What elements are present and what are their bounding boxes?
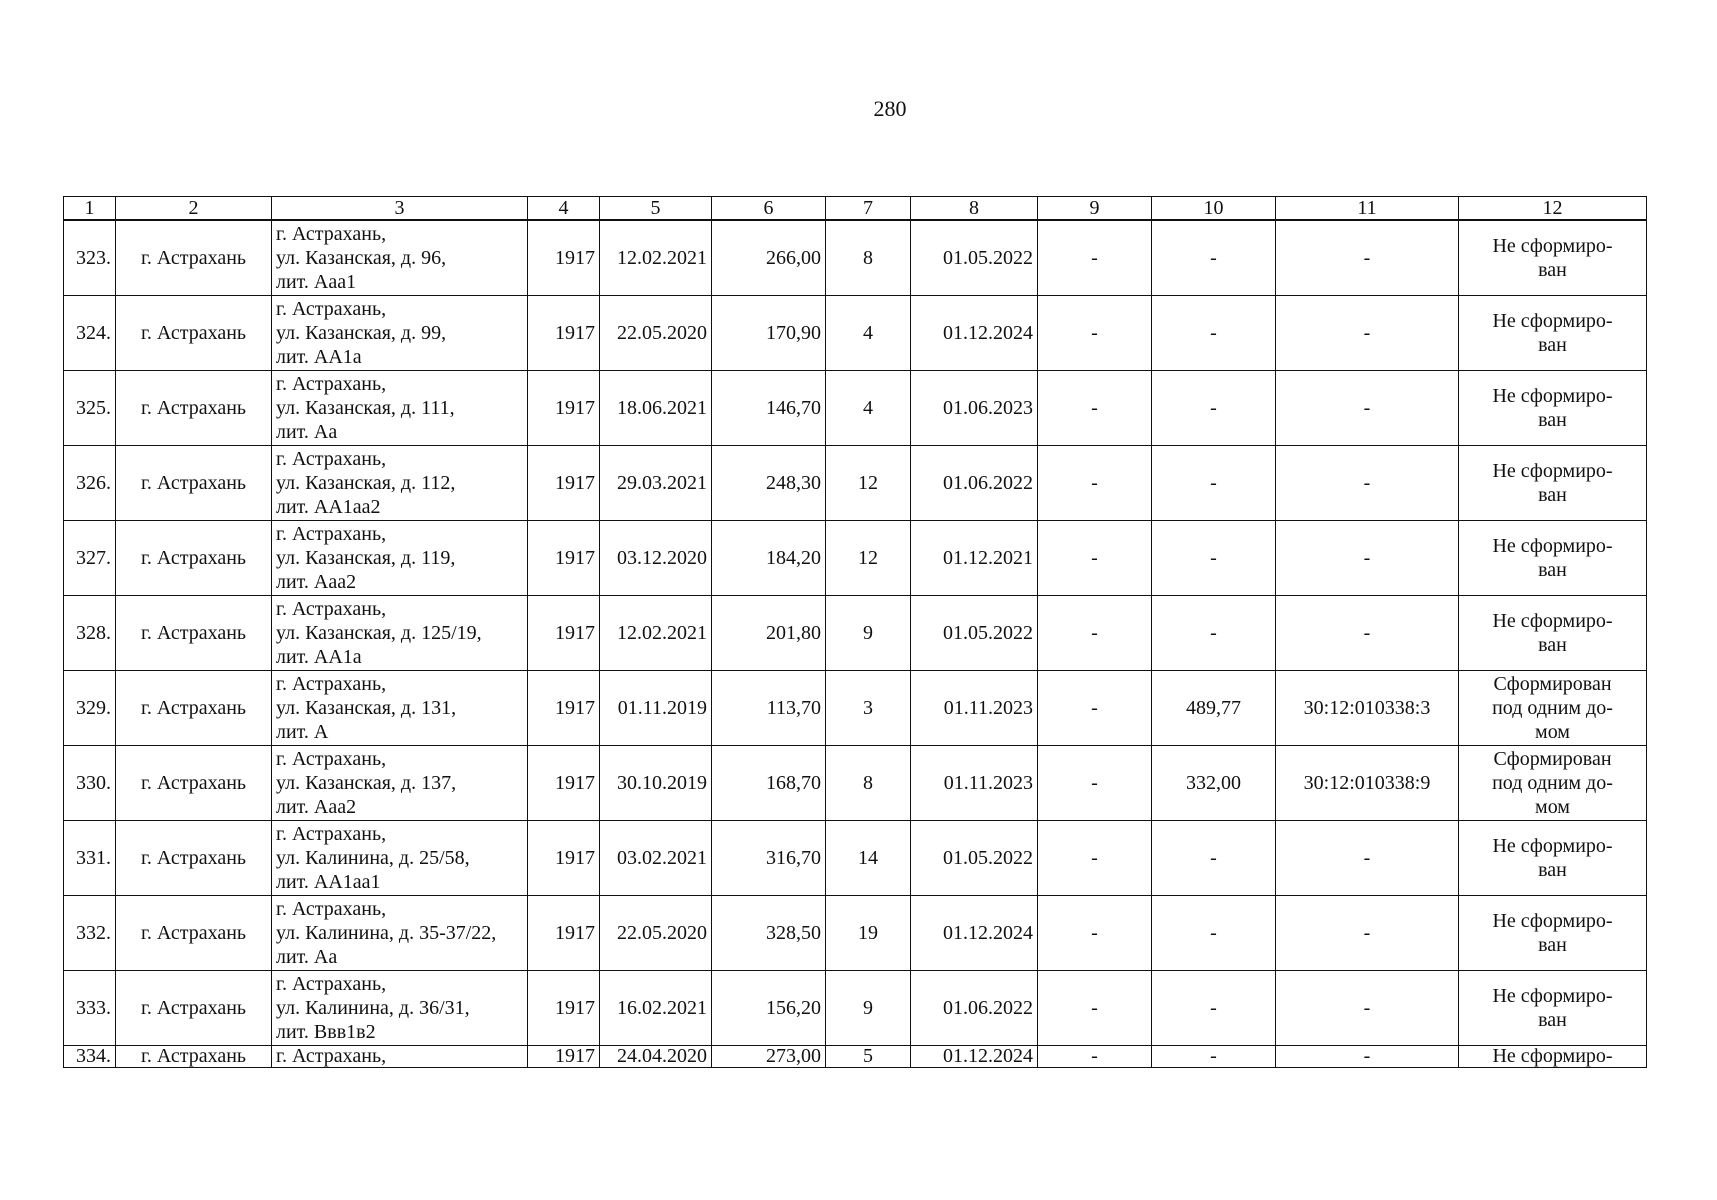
land-status-cell bbox=[1459, 445, 1647, 520]
status-line: мом bbox=[1535, 795, 1570, 818]
city-cell: г. Астрахань bbox=[116, 895, 272, 970]
column-header-7: 7 bbox=[826, 197, 911, 221]
address-line: лит. AA1aa2 bbox=[276, 495, 381, 518]
column-header-11: 11 bbox=[1276, 197, 1459, 221]
date-inspection-cell: 12.02.2021 bbox=[600, 220, 712, 295]
column-9-cell: - bbox=[1038, 670, 1152, 745]
year-cell: 1917 bbox=[528, 895, 600, 970]
city-cell: г. Астрахань bbox=[116, 520, 272, 595]
land-area-cell: - bbox=[1152, 520, 1276, 595]
address-cell bbox=[272, 445, 528, 520]
table-row bbox=[64, 370, 1647, 445]
date-inspection-cell: 22.05.2020 bbox=[600, 295, 712, 370]
table-row bbox=[64, 745, 1647, 820]
table-body bbox=[64, 220, 1647, 1067]
status-line: мом bbox=[1535, 720, 1570, 743]
land-area-cell: - bbox=[1152, 370, 1276, 445]
cadastral-number-cell: - bbox=[1276, 445, 1459, 520]
column-header-2: 2 bbox=[116, 197, 272, 221]
status-line: Не сформиро- bbox=[1492, 834, 1613, 857]
year-cell: 1917 bbox=[528, 445, 600, 520]
residents-count-cell: 5 bbox=[826, 1045, 911, 1067]
address-cell bbox=[272, 520, 528, 595]
status-line: Не сформиро- bbox=[1492, 459, 1613, 482]
status-line: Не сформиро- bbox=[1492, 384, 1613, 407]
address-line: ул. Калинина, д. 25/58, bbox=[276, 846, 470, 869]
row-number-cell: 334. bbox=[64, 1045, 116, 1067]
address-cell bbox=[272, 220, 528, 295]
residents-count-cell: 4 bbox=[826, 370, 911, 445]
address-line: г. Астрахань, bbox=[276, 972, 387, 995]
column-header-6: 6 bbox=[712, 197, 826, 221]
address-line: ул. Казанская, д. 137, bbox=[276, 771, 457, 794]
land-area-cell: - bbox=[1152, 445, 1276, 520]
row-number-cell: 331. bbox=[64, 820, 116, 895]
date-deadline-cell: 01.05.2022 bbox=[911, 595, 1038, 670]
area-cell: 201,80 bbox=[712, 595, 826, 670]
address-cell bbox=[272, 295, 528, 370]
date-deadline-cell: 01.12.2021 bbox=[911, 520, 1038, 595]
city-cell: г. Астрахань bbox=[116, 445, 272, 520]
address-line: г. Астрахань, bbox=[276, 822, 387, 845]
column-9-cell: - bbox=[1038, 370, 1152, 445]
cadastral-number-cell: - bbox=[1276, 595, 1459, 670]
land-area-cell: 489,77 bbox=[1152, 670, 1276, 745]
address-line: г. Астрахань, bbox=[276, 597, 387, 620]
table-row bbox=[64, 295, 1647, 370]
cadastral-number-cell: - bbox=[1276, 370, 1459, 445]
cadastral-number-cell: - bbox=[1276, 220, 1459, 295]
column-header-3: 3 bbox=[272, 197, 528, 221]
year-cell: 1917 bbox=[528, 295, 600, 370]
address-line: лит. Bвв1в2 bbox=[276, 1020, 376, 1043]
city-cell: г. Астрахань bbox=[116, 295, 272, 370]
status-line: ван bbox=[1538, 1008, 1567, 1031]
status-line: под одним до- bbox=[1492, 771, 1613, 794]
status-line: ван bbox=[1538, 558, 1567, 581]
address-line: лит. AA1a bbox=[276, 645, 362, 668]
city-cell: г. Астрахань bbox=[116, 595, 272, 670]
status-line: под одним до- bbox=[1492, 696, 1613, 719]
address-line: ул. Казанская, д. 131, bbox=[276, 696, 457, 719]
row-number-cell: 328. bbox=[64, 595, 116, 670]
address-line: лит. Aaa2 bbox=[276, 570, 357, 593]
row-number-cell: 326. bbox=[64, 445, 116, 520]
residents-count-cell: 9 bbox=[826, 970, 911, 1045]
address-line: ул. Казанская, д. 119, bbox=[276, 546, 456, 569]
column-9-cell: - bbox=[1038, 745, 1152, 820]
date-inspection-cell: 30.10.2019 bbox=[600, 745, 712, 820]
land-area-cell: - bbox=[1152, 1045, 1276, 1067]
status-line: ван bbox=[1538, 858, 1567, 881]
residents-count-cell: 4 bbox=[826, 295, 911, 370]
table-row bbox=[64, 820, 1647, 895]
city-cell: г. Астрахань bbox=[116, 670, 272, 745]
land-status-cell bbox=[1459, 595, 1647, 670]
area-cell: 273,00 bbox=[712, 1045, 826, 1067]
date-inspection-cell: 16.02.2021 bbox=[600, 970, 712, 1045]
column-9-cell: - bbox=[1038, 295, 1152, 370]
residents-count-cell: 12 bbox=[826, 520, 911, 595]
status-line: Не сформиро- bbox=[1492, 909, 1613, 932]
table-row bbox=[64, 1045, 1647, 1067]
date-deadline-cell: 01.06.2023 bbox=[911, 370, 1038, 445]
land-area-cell: - bbox=[1152, 820, 1276, 895]
status-line: Не сформиро- bbox=[1492, 1045, 1613, 1067]
area-cell: 266,00 bbox=[712, 220, 826, 295]
residents-count-cell: 8 bbox=[826, 745, 911, 820]
status-line: Не сформиро- bbox=[1492, 609, 1613, 632]
address-line: г. Астрахань, bbox=[276, 897, 387, 920]
column-header-12: 12 bbox=[1459, 197, 1647, 221]
cadastral-number-cell: 30:12:010338:9 bbox=[1276, 745, 1459, 820]
row-number-cell: 325. bbox=[64, 370, 116, 445]
status-line: ван bbox=[1538, 483, 1567, 506]
land-status-cell bbox=[1459, 820, 1647, 895]
cadastral-number-cell: - bbox=[1276, 295, 1459, 370]
cadastral-number-cell: 30:12:010338:3 bbox=[1276, 670, 1459, 745]
address-line: г. Астрахань, bbox=[276, 372, 387, 395]
date-deadline-cell: 01.12.2024 bbox=[911, 895, 1038, 970]
column-header-4: 4 bbox=[528, 197, 600, 221]
column-9-cell: - bbox=[1038, 820, 1152, 895]
address-line: г. Астрахань, bbox=[276, 672, 387, 695]
address-cell bbox=[272, 745, 528, 820]
status-line: ван bbox=[1538, 408, 1567, 431]
table-row bbox=[64, 520, 1647, 595]
column-9-cell: - bbox=[1038, 970, 1152, 1045]
column-header-10: 10 bbox=[1152, 197, 1276, 221]
column-header-1: 1 bbox=[64, 197, 116, 221]
address-line: ул. Калинина, д. 35-37/22, bbox=[276, 921, 497, 944]
address-line: г. Астрахань, bbox=[276, 747, 387, 770]
status-line: Не сформиро- bbox=[1492, 309, 1613, 332]
city-cell: г. Астрахань bbox=[116, 1045, 272, 1067]
date-inspection-cell: 18.06.2021 bbox=[600, 370, 712, 445]
address-line: ул. Калинина, д. 36/31, bbox=[276, 996, 470, 1019]
column-9-cell: - bbox=[1038, 895, 1152, 970]
address-line: ул. Казанская, д. 99, bbox=[276, 321, 447, 344]
year-cell: 1917 bbox=[528, 370, 600, 445]
status-line: Сформирован bbox=[1493, 672, 1612, 695]
address-line: г. Астрахань, bbox=[276, 522, 387, 545]
land-area-cell: 332,00 bbox=[1152, 745, 1276, 820]
city-cell: г. Астрахань bbox=[116, 745, 272, 820]
cadastral-number-cell: - bbox=[1276, 820, 1459, 895]
address-line: ул. Казанская, д. 96, bbox=[276, 246, 447, 269]
city-cell: г. Астрахань bbox=[116, 220, 272, 295]
status-line: Не сформиро- bbox=[1492, 984, 1613, 1007]
column-header-9: 9 bbox=[1038, 197, 1152, 221]
area-cell: 328,50 bbox=[712, 895, 826, 970]
year-cell: 1917 bbox=[528, 220, 600, 295]
column-header-5: 5 bbox=[600, 197, 712, 221]
address-line: г. Астрахань, bbox=[276, 222, 387, 245]
address-line: г. Астрахань, bbox=[276, 297, 387, 320]
column-9-cell: - bbox=[1038, 520, 1152, 595]
address-line: ул. Казанская, д. 125/19, bbox=[276, 621, 482, 644]
date-deadline-cell: 01.06.2022 bbox=[911, 970, 1038, 1045]
address-line: лит. A bbox=[276, 720, 329, 743]
land-area-cell: - bbox=[1152, 220, 1276, 295]
address-line: г. Астрахань, bbox=[276, 447, 387, 470]
table-row bbox=[64, 895, 1647, 970]
address-cell bbox=[272, 1045, 528, 1067]
land-area-cell: - bbox=[1152, 895, 1276, 970]
address-line: лит. Aaa1 bbox=[276, 270, 357, 293]
row-number-cell: 330. bbox=[64, 745, 116, 820]
date-deadline-cell: 01.11.2023 bbox=[911, 745, 1038, 820]
date-inspection-cell: 01.11.2019 bbox=[600, 670, 712, 745]
table-row bbox=[64, 970, 1647, 1045]
table-row bbox=[64, 445, 1647, 520]
address-cell bbox=[272, 895, 528, 970]
year-cell: 1917 bbox=[528, 670, 600, 745]
area-cell: 184,20 bbox=[712, 520, 826, 595]
residents-count-cell: 3 bbox=[826, 670, 911, 745]
status-line: ван bbox=[1538, 933, 1567, 956]
date-inspection-cell: 22.05.2020 bbox=[600, 895, 712, 970]
cadastral-number-cell: - bbox=[1276, 970, 1459, 1045]
area-cell: 113,70 bbox=[712, 670, 826, 745]
land-area-cell: - bbox=[1152, 595, 1276, 670]
row-number-cell: 323. bbox=[64, 220, 116, 295]
land-status-cell bbox=[1459, 970, 1647, 1045]
year-cell: 1917 bbox=[528, 820, 600, 895]
land-area-cell: - bbox=[1152, 295, 1276, 370]
status-line: ван bbox=[1538, 258, 1567, 281]
address-line: ул. Казанская, д. 112, bbox=[276, 471, 456, 494]
date-deadline-cell: 01.06.2022 bbox=[911, 445, 1038, 520]
row-number-cell: 332. bbox=[64, 895, 116, 970]
address-cell bbox=[272, 820, 528, 895]
status-line: ван bbox=[1538, 333, 1567, 356]
column-9-cell: - bbox=[1038, 1045, 1152, 1067]
column-9-cell: - bbox=[1038, 220, 1152, 295]
residents-count-cell: 9 bbox=[826, 595, 911, 670]
column-9-cell: - bbox=[1038, 595, 1152, 670]
address-line: лит. Aa bbox=[276, 420, 338, 443]
cadastral-number-cell: - bbox=[1276, 895, 1459, 970]
residents-count-cell: 8 bbox=[826, 220, 911, 295]
address-line: лит. Aa bbox=[276, 945, 338, 968]
status-line: Не сформиро- bbox=[1492, 534, 1613, 557]
address-line: лит. AA1aa1 bbox=[276, 870, 381, 893]
date-inspection-cell: 29.03.2021 bbox=[600, 445, 712, 520]
city-cell: г. Астрахань bbox=[116, 820, 272, 895]
column-9-cell: - bbox=[1038, 445, 1152, 520]
table-row bbox=[64, 670, 1647, 745]
year-cell: 1917 bbox=[528, 595, 600, 670]
land-status-cell bbox=[1459, 670, 1647, 745]
year-cell: 1917 bbox=[528, 520, 600, 595]
date-deadline-cell: 01.11.2023 bbox=[911, 670, 1038, 745]
page-number: 280 bbox=[873, 96, 907, 121]
city-cell: г. Астрахань bbox=[116, 970, 272, 1045]
date-inspection-cell: 03.12.2020 bbox=[600, 520, 712, 595]
address-cell bbox=[272, 970, 528, 1045]
residents-count-cell: 19 bbox=[826, 895, 911, 970]
address-line: ул. Казанская, д. 111, bbox=[276, 396, 455, 419]
status-line: Сформирован bbox=[1493, 747, 1612, 770]
land-area-cell: - bbox=[1152, 970, 1276, 1045]
address-cell bbox=[272, 370, 528, 445]
residents-count-cell: 12 bbox=[826, 445, 911, 520]
area-cell: 168,70 bbox=[712, 745, 826, 820]
row-number-cell: 324. bbox=[64, 295, 116, 370]
address-cell bbox=[272, 595, 528, 670]
date-inspection-cell: 03.02.2021 bbox=[600, 820, 712, 895]
address-line: лит. Aaa2 bbox=[276, 795, 357, 818]
land-status-cell bbox=[1459, 745, 1647, 820]
land-status-cell bbox=[1459, 520, 1647, 595]
date-deadline-cell: 01.12.2024 bbox=[911, 1045, 1038, 1067]
column-number-header-row bbox=[64, 197, 1647, 221]
status-line: ван bbox=[1538, 633, 1567, 656]
year-cell: 1917 bbox=[528, 1045, 600, 1067]
year-cell: 1917 bbox=[528, 745, 600, 820]
land-status-cell bbox=[1459, 295, 1647, 370]
land-status-cell bbox=[1459, 220, 1647, 295]
date-deadline-cell: 01.12.2024 bbox=[911, 295, 1038, 370]
row-number-cell: 333. bbox=[64, 970, 116, 1045]
date-deadline-cell: 01.05.2022 bbox=[911, 220, 1038, 295]
date-inspection-cell: 12.02.2021 bbox=[600, 595, 712, 670]
status-line: Не сформиро- bbox=[1492, 234, 1613, 257]
column-header-8: 8 bbox=[911, 197, 1038, 221]
housing-register-table bbox=[63, 196, 1647, 1068]
table-row bbox=[64, 220, 1647, 295]
area-cell: 146,70 bbox=[712, 370, 826, 445]
address-line: лит. AA1a bbox=[276, 345, 362, 368]
address-cell bbox=[272, 670, 528, 745]
date-deadline-cell: 01.05.2022 bbox=[911, 820, 1038, 895]
date-inspection-cell: 24.04.2020 bbox=[600, 1045, 712, 1067]
table-row bbox=[64, 595, 1647, 670]
year-cell: 1917 bbox=[528, 970, 600, 1045]
area-cell: 156,20 bbox=[712, 970, 826, 1045]
land-status-cell bbox=[1459, 370, 1647, 445]
area-cell: 316,70 bbox=[712, 820, 826, 895]
cadastral-number-cell: - bbox=[1276, 1045, 1459, 1067]
row-number-cell: 329. bbox=[64, 670, 116, 745]
area-cell: 248,30 bbox=[712, 445, 826, 520]
cadastral-number-cell: - bbox=[1276, 520, 1459, 595]
land-status-cell bbox=[1459, 1045, 1647, 1067]
area-cell: 170,90 bbox=[712, 295, 826, 370]
city-cell: г. Астрахань bbox=[116, 370, 272, 445]
address-line: г. Астрахань, bbox=[276, 1045, 387, 1067]
row-number-cell: 327. bbox=[64, 520, 116, 595]
residents-count-cell: 14 bbox=[826, 820, 911, 895]
land-status-cell bbox=[1459, 895, 1647, 970]
